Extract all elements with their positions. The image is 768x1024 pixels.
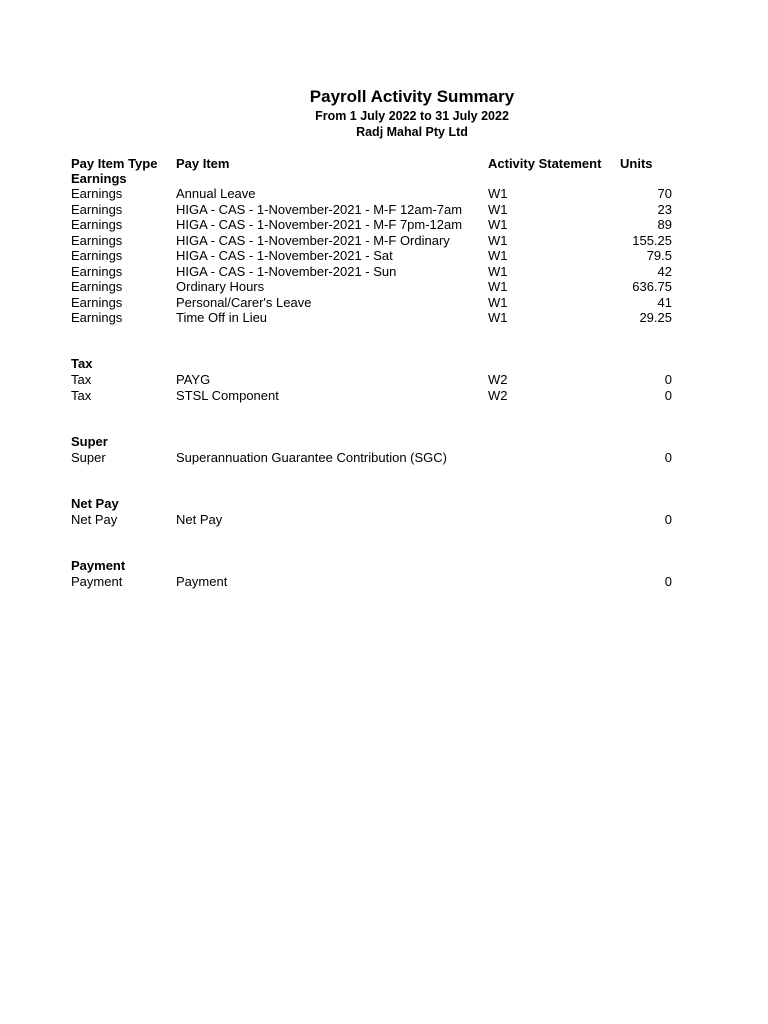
cell-units: 0 (664, 511, 672, 527)
cell-units: 42 (657, 263, 672, 279)
section-label-earnings: Earnings (71, 171, 127, 186)
cell-units: 155.25 (632, 232, 672, 248)
table-row (0, 388, 768, 404)
cell-units: 0 (664, 573, 672, 589)
cell-statement: W1 (488, 263, 508, 279)
cell-statement: W1 (488, 248, 508, 263)
cell-type: Earnings (71, 279, 123, 294)
header-pay-item: Pay Item (176, 155, 230, 171)
cell-units: 70 (657, 186, 672, 201)
cell-statement: W1 (488, 294, 508, 310)
header-pay-item-type: Pay Item Type (71, 155, 158, 171)
cell-statement: W1 (488, 186, 508, 201)
cell-statement: W1 (488, 201, 508, 217)
table-row (0, 233, 768, 249)
cell-type: Tax (71, 371, 92, 387)
table-row (0, 279, 768, 295)
header-activity-statement: Activity Statement (488, 155, 602, 171)
cell-units: 89 (657, 217, 672, 232)
cell-type: Super (71, 449, 106, 465)
section-label-payment: Payment (71, 557, 126, 573)
section-label-net-pay: Net Pay (71, 495, 119, 511)
cell-type: Earnings (71, 201, 123, 217)
table-row (0, 450, 768, 466)
cell-item: Ordinary Hours (176, 279, 265, 294)
table-row (0, 372, 768, 388)
cell-type: Earnings (71, 294, 123, 310)
table-row (0, 295, 768, 311)
cell-item: HIGA - CAS - 1-November-2021 - M-F 12am-7am (176, 201, 463, 217)
column-headers (0, 156, 768, 172)
cell-type: Earnings (71, 186, 123, 201)
cell-type: Net Pay (71, 511, 118, 527)
cell-type: Tax (71, 387, 92, 403)
cell-units: 79.5 (646, 248, 672, 263)
cell-item: HIGA - CAS - 1-November-2021 - Sun (176, 263, 397, 279)
cell-item: HIGA - CAS - 1-November-2021 - M-F 7pm-12am (176, 217, 463, 232)
report-period: From 1 July 2022 to 31 July 2022 (315, 109, 509, 123)
report-title: Payroll Activity Summary (309, 87, 515, 106)
cell-item: HIGA - CAS - 1-November-2021 - Sat (176, 248, 393, 263)
cell-type: Payment (71, 573, 123, 589)
cell-item: Payment (176, 573, 228, 589)
cell-units: 0 (664, 387, 672, 403)
cell-statement: W1 (488, 279, 508, 294)
cell-type: Earnings (71, 232, 123, 248)
cell-item: Net Pay (176, 511, 223, 527)
cell-type: Earnings (71, 263, 123, 279)
header-units: Units (620, 155, 653, 171)
cell-item: STSL Component (176, 387, 279, 403)
cell-item: Time Off in Lieu (176, 310, 268, 325)
cell-statement: W1 (488, 310, 508, 325)
table-row (0, 186, 768, 202)
cell-item: Personal/Carer's Leave (176, 294, 312, 310)
cell-type: Earnings (71, 217, 123, 232)
cell-statement: W1 (488, 217, 508, 232)
company-name: Radj Mahal Pty Ltd (356, 124, 468, 139)
cell-statement: W2 (488, 371, 508, 387)
cell-statement: W2 (488, 387, 508, 403)
cell-units: 41 (657, 294, 672, 310)
cell-units: 636.75 (632, 279, 672, 294)
cell-item: HIGA - CAS - 1-November-2021 - M-F Ordinary (176, 232, 450, 248)
cell-units: 0 (664, 371, 672, 387)
cell-item: Superannuation Guarantee Contribution (SGC) (176, 449, 447, 465)
cell-item: Annual Leave (176, 186, 256, 201)
cell-type: Earnings (71, 248, 123, 263)
table-row (0, 512, 768, 528)
table-row (0, 574, 768, 590)
cell-units: 23 (657, 201, 672, 217)
table-row (0, 264, 768, 280)
table-row (0, 248, 768, 264)
cell-type: Earnings (71, 310, 123, 325)
table-row (0, 310, 768, 326)
cell-units: 0 (664, 449, 672, 465)
table-row (0, 202, 768, 218)
table-row (0, 217, 768, 233)
section-label-tax: Tax (71, 356, 93, 371)
cell-statement: W1 (488, 232, 508, 248)
section-label-super: Super (71, 433, 108, 449)
cell-units: 29.25 (639, 310, 672, 325)
cell-item: PAYG (176, 371, 211, 387)
